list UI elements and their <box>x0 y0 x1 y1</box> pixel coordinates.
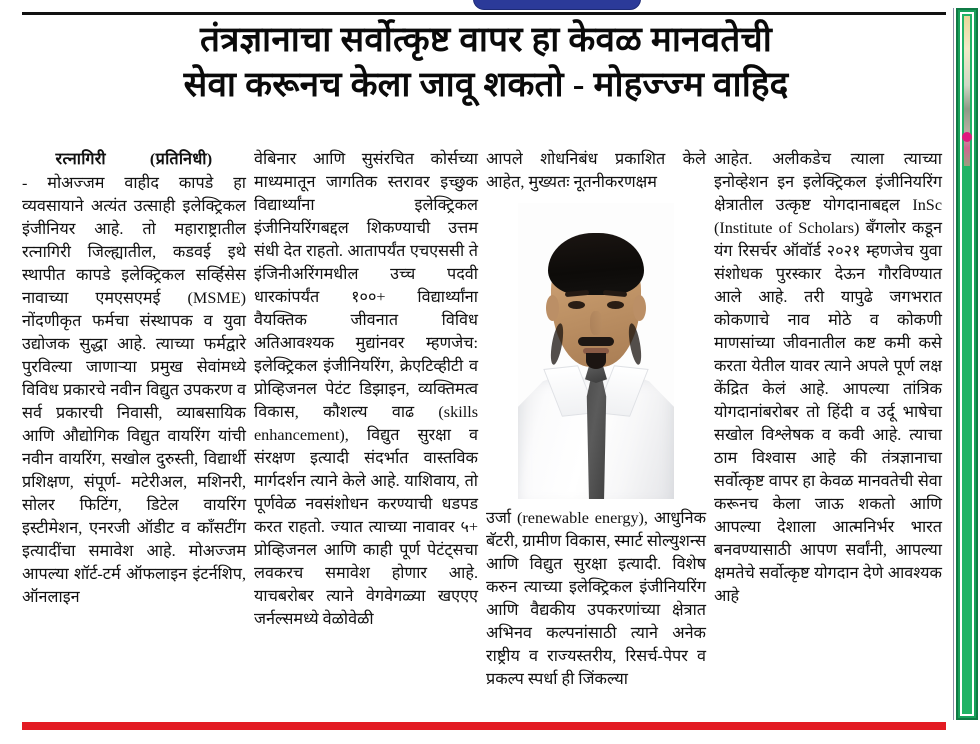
dateline-place: रत्नागिरी <box>55 150 106 168</box>
bottom-red-rule <box>22 722 946 730</box>
article-body-columns <box>22 148 942 710</box>
subject-portrait-photo <box>518 203 674 499</box>
column-2-text: वेबिनार आणि सुसंरचित कोर्सच्या माध्यमातून जागतिक स्तरावर इच्छुक विद्यार्थ्यांना इलेक्ट्रिकल इंजीनियरिंगबद्दल शिकण्याची उत्तम संधी देत राहतो. आतापर्यंत एचएससी ते इंजिनीअरिंगमधील उच्च पदवी धारकांपर्यंत १००+ विद्यार्थ्यांना वैयक्तिक जीवनात विविध अतिआवश्यक मुद्यांनवर म्हणजेच: इलेक्ट्रिकल इंजीनियरिंग, क्रेएटिव्हीटी व प्रोव्हिजनल पेटंट डिझाइन, व्यक्तिमत्व विकास, कौशल्य वाढ (skills enhancement), विद्युत सुरक्षा व संरक्षण इत्यादी संदर्भात वास्तविक मार्गदर्शन त्याने केले आहे. याशिवाय, तो पूर्णवेळ नवसंशोधन करण्याची धडपड करत राहतो. ज्यात त्याच्या नावावर ५+ प्रोव्हिजनल आणि काही पूर्ण पेटंट्सचा लवकरच समावेश होणार आहे. याचबरोबर त्याने वेगवेगळ्या खएएए जर्नल्समध्ये वेळोवेळी <box>254 150 478 628</box>
dateline-source: (प्रतिनिधी) <box>149 150 213 168</box>
masthead-tab-decoration <box>473 0 641 10</box>
article-column-1 <box>22 148 254 710</box>
top-horizontal-rule <box>22 12 946 15</box>
column-1-text: - मोअज्जम वाहीद कापडे हा व्यवसायाने अत्यंत उत्साही इलेक्ट्रिकल इंजीनियर आहे. तो महाराष्ट्रातील रत्नागिरी जिल्ह्यातील, कडवई इथे स्थापीत कापडे इलेक्ट्रिकल सर्व्हिसेस नावाच्या एमएसएमई (MSME) नोंदणीकृत फर्मचा संस्थापक व युवा उद्योजक सुद्धा आहे. त्याच्या फर्मद्वारे पुरविल्या जाणाऱ्या प्रमुख सेवांमध्ये विविध प्रकारचे नवीन विद्युत उपकरण व सर्व प्रकारची निवासी, व्याबसायिक आणि औद्योगिक विद्युत वायरिंग यांची नवीन वायरिंग, सखोल दुरुस्ती, विद्यार्थी प्रशिक्षण, संपूर्ण- मटेरीअल, मशिनरी, सोलर फिटिंग, डिटेल वायरिंग इस्टीमेशन, एनरजी ऑडीट व कॉंसटींग इत्यादींचा समावेश आहे. मोअज्जम आपल्या शॉर्ट-टर्म ऑफलाइन इंटर्नशिप, ऑनलाइन <box>22 174 246 606</box>
photo-eye-right <box>607 301 624 309</box>
article-headline <box>26 18 946 108</box>
right-edge-advertisement-strip <box>956 8 978 720</box>
ad-separator-line <box>953 8 954 720</box>
photo-hair <box>548 233 644 295</box>
ad-inner-frame <box>960 12 974 716</box>
photo-moustache <box>578 337 614 346</box>
column-4-text: आहेत. अलीकडेच त्याला त्याच्या इनोव्हेशन इन इलेक्ट्रिकल इंजीनियरिंग क्षेत्रातील उत्कृष्ट योगदानाबद्दल InSc (Institute of Scholars) बँगलोर कडून यंग रिसर्चर ऑवॉर्ड २०२१ म्हणजेच युवा संशोधक पुरस्कार देऊन गौरविण्यात आले आहे. तरी यापुढे जगभरात कोकणाचे नाव मोठे व कोकणी माणसांच्या जीवनातील कष्ट कमी कसे करता येतील यावर त्याने अपले पूर्ण लक्ष केंद्रित केलं आहे. आपल्या तांत्रिक योगदानांबरोबर तो हिंदी व उर्दू भाषेचा सखोल विश्लेषक व कवी आहे. त्याचा ठाम विश्वास आहे की तंत्रज्ञानाचा सर्वोत्कृष्ट वापर हा केवळ मानवतेची सेवा करूनच केला जाऊ शकतो आणि आपल्या देशाला आत्मनिर्भर भारत बनवण्यासाठी आपण सर्वांनी, आपल्या क्षमतेचे सर्वोत्कृष्ट योगदान देणे आवश्यक आहे <box>714 150 942 605</box>
article-column-4 <box>714 148 942 710</box>
photo-eye-left <box>568 301 585 309</box>
column-3-text-top: आपले शोधनिबंध प्रकाशित केले आहेत, मुख्यतः नूतनीकरणक्षम <box>486 150 706 191</box>
photo-chin-beard <box>586 353 606 369</box>
dateline <box>22 148 246 171</box>
headline-line-2: सेवा करूनच केला जावू शकतो - मोहज्ज्म वाहिद <box>183 64 789 104</box>
photo-ear-left <box>546 295 559 321</box>
photo-beard-right <box>626 322 643 365</box>
headline-line-1: तंत्रज्ञानाचा सर्वोत्कृष्ट वापर हा केवळ मानवतेची <box>199 20 773 59</box>
column-3-text-bottom: उर्जा (renewable energy), आधुनिक बॅटरी, ग्रामीण विकास, स्मार्ट सोल्युशन्स आणि विद्युत सुरक्षा इत्यादी. विशेष करुन त्याच्या इलेक्ट्रिकल इंजीनियरिंग आणि वैद्यकीय उपकरणांच्या क्षेत्रात अभिनव कल्पनांसाठी त्याने अनेक राष्ट्रीय व राज्यस्तरीय, रिसर्च-पेपर व प्रकल्प स्पर्धा ही जिंकल्या <box>486 509 706 688</box>
photo-ear-right <box>633 295 646 321</box>
article-column-2 <box>254 148 486 710</box>
article-column-3 <box>486 148 714 710</box>
ad-photo-accent <box>962 132 972 142</box>
photo-nose <box>590 311 602 335</box>
ad-photo <box>964 16 970 166</box>
